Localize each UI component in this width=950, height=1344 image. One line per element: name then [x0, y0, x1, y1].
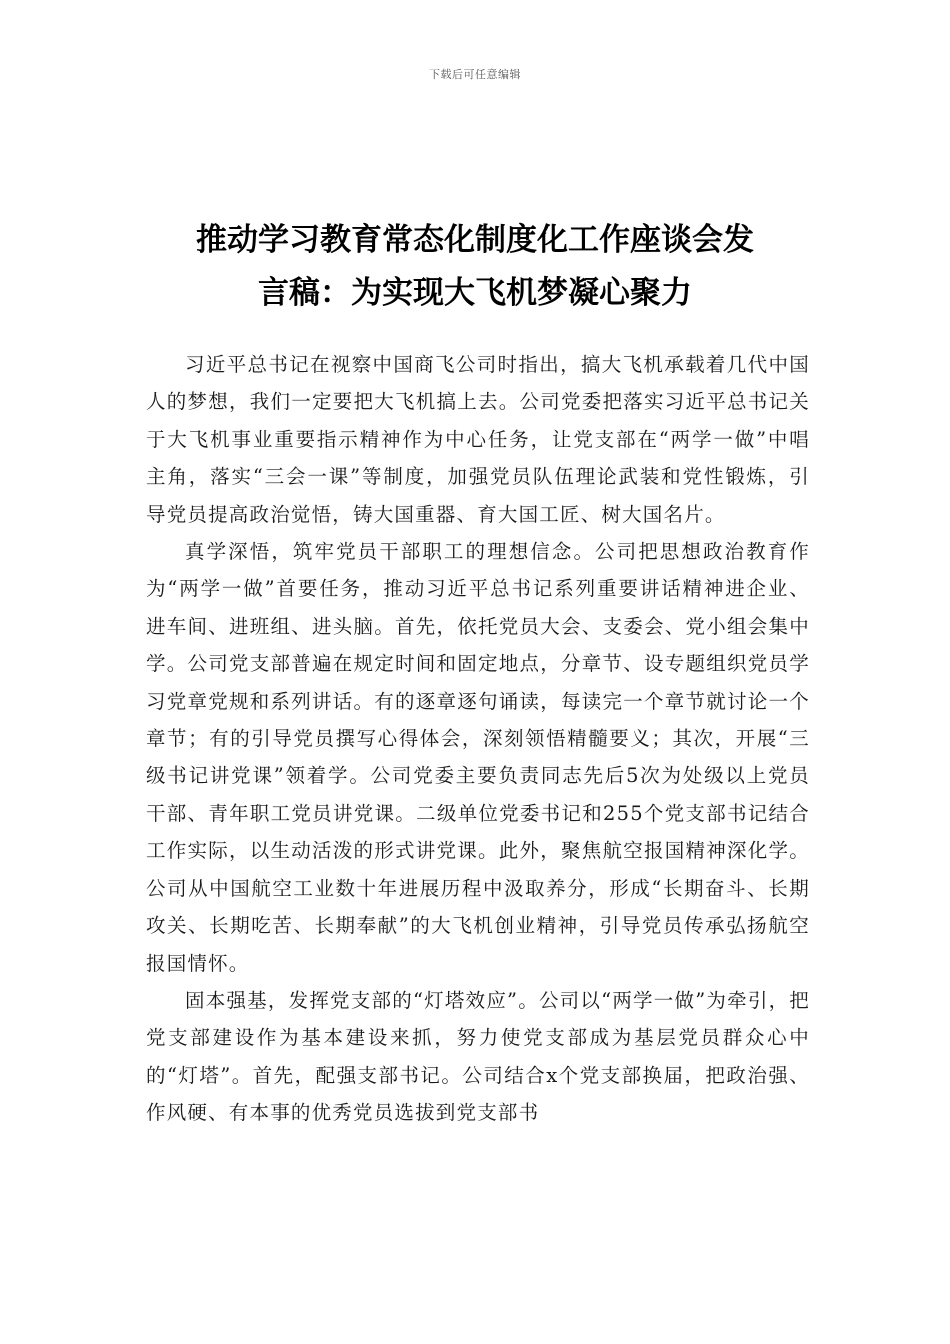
- body-paragraph-3: 固本强基，发挥党支部的“灯塔效应”。公司以“两学一做”为牵引，把党支部建设作为基本建设来抓，努力使党支部成为基层党员群众心中的“灯塔”。首先，配强支部书记。公司结合x个党支部换届，把政治强、作风硬、有本事的优秀党员选拔到党支部书: [146, 988, 810, 1125]
- page-header-note: 下载后可任意编辑: [429, 68, 521, 81]
- body-paragraph-2: 真学深悟，筑牢党员干部职工的理想信念。公司把思想政治教育作为“两学一做”首要任务，推动习近平总书记系列重要讲话精神进企业、进车间、进班组、进头脑。首先，依托党员大会、支委会、党小组会集中学。公司党支部普遍在规定时间和固定地点，分章节、设专题组织党员学习党章党规和系列讲话。有的逐章逐句诵读，每读完一个章节就讨论一个章节；有的引导党员撰写心得体会，深刻领悟精髓要义；其次，开展“三级书记讲党课”领着学。公司党委主要负责同志先后5次为处级以上党员干部、青年职工党员讲党课。二级单位党委书记和255个党支部书记结合工作实际，以生动活泼的形式讲党课。此外，聚焦航空报国精神深化学。公司从中国航空工业数十年进展历程中汲取养分，形成“长期奋斗、长期攻关、长期吃苦、长期奉献”的大飞机创业精神，引导党员传承弘扬航空报国情怀。: [146, 540, 810, 975]
- document-title: [130, 214, 820, 320]
- document-title-line-2: 言稿：为实现大飞机梦凝心聚力: [258, 275, 692, 311]
- document-title-line-1: 推动学习教育常态化制度化工作座谈会发: [196, 222, 754, 258]
- body-paragraph-1: 习近平总书记在视察中国商飞公司时指出，搞大飞机承载着几代中国人的梦想，我们一定要把大飞机搞上去。公司党委把落实习近平总书记关于大飞机事业重要指示精神作为中心任务，让党支部在“两学一做”中唱主角，落实“三会一课”等制度，加强党员队伍理论武装和党性锻炼，引导党员提高政治觉悟，铸大国重器、育大国工匠、树大国名片。: [146, 353, 810, 526]
- document-body: [146, 346, 810, 1132]
